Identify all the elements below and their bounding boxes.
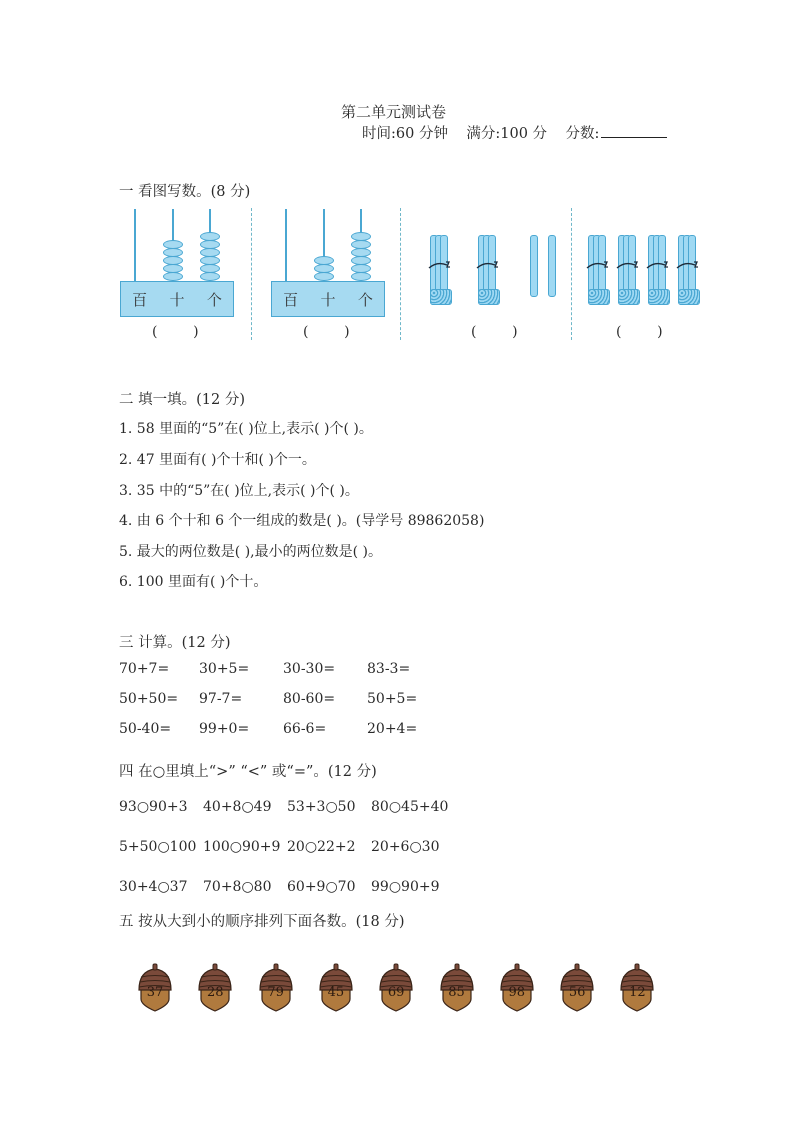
acorn [439,963,475,1013]
calc-problem: 50+50= [119,691,179,707]
exam-meta [362,122,667,143]
abacus-bead [351,272,371,281]
abacus-bead [163,264,183,273]
answer-blank[interactable]: ( ) [303,324,350,340]
fill-item-4: 4. 由 6 个十和 6 个一组成的数是( )。(导学号 89862058) [119,513,485,529]
compare-problem[interactable]: 100○90+9 [203,839,281,855]
compare-problem[interactable]: 93○90+3 [119,799,188,815]
compare-problem[interactable]: 70+8○80 [203,879,272,895]
section1-heading: 一 看图写数。(8 分) [119,184,251,200]
acorn [197,963,233,1013]
abacus-bead [200,256,220,265]
abacus-bead [351,248,371,257]
answer-blank[interactable]: ( ) [616,324,663,340]
abacus-rod [134,209,136,281]
calc-problem: 50+5= [367,691,418,707]
place-label: 十 [169,290,185,309]
score-blank[interactable] [601,123,667,138]
answer-blank[interactable]: ( ) [152,324,199,340]
calc-problem: 70+7= [119,661,170,677]
place-label: 个 [357,290,373,309]
place-label: 个 [206,290,222,309]
acorn-number: 12 [629,985,646,1000]
abacus-bead [200,264,220,273]
abacus-rod [285,209,287,281]
acorn-number: 98 [508,985,526,1000]
acorn [137,963,173,1013]
acorn-number: 56 [568,985,586,1000]
answer-blank[interactable]: ( ) [471,324,518,340]
abacus-bead [163,248,183,257]
compare-problem[interactable]: 5+50○100 [119,839,197,855]
divider-2 [400,208,401,340]
stick-bundle [478,235,496,305]
compare-problem[interactable]: 30+4○37 [119,879,188,895]
acorn-number: 28 [207,985,224,1000]
abacus-bead [200,248,220,257]
stick-bundle [678,235,696,305]
abacus-bead [351,264,371,273]
acorn-number: 69 [387,985,405,1000]
stick-bundle [648,235,666,305]
compare-problem[interactable]: 53+3○50 [287,799,356,815]
calc-problem: 30-30= [283,661,336,677]
time-limit: 时间:60 分钟 [362,126,448,142]
calc-problem: 30+5= [199,661,250,677]
acorn [378,963,414,1013]
section4-heading: 四 在○里填上“>” “<” 或“=”。(12 分) [119,764,377,780]
section5-heading: 五 按从大到小的顺序排列下面各数。(18 分) [119,914,405,930]
abacus-bead [163,256,183,265]
acorn [258,963,294,1013]
acorn [499,963,535,1013]
fill-item-5: 5. 最大的两位数是( ),最小的两位数是( )。 [119,544,383,560]
calc-problem: 99+0= [199,721,250,737]
abacus-bead [200,232,220,241]
abacus-bead [163,240,183,249]
abacus-bead [200,272,220,281]
compare-problem[interactable]: 99○90+9 [371,879,440,895]
single-stick [530,235,538,297]
fill-item-1: 1. 58 里面的“5”在( )位上,表示( )个( )。 [119,421,373,437]
calc-problem: 80-60= [283,691,336,707]
fill-item-3: 3. 35 中的“5”在( )位上,表示( )个( )。 [119,483,359,499]
compare-problem[interactable]: 20○22+2 [287,839,356,855]
acorn [559,963,595,1013]
calc-problem: 20+4= [367,721,418,737]
compare-problem[interactable]: 80○45+40 [371,799,449,815]
acorn-number: 79 [267,985,284,1000]
compare-problem[interactable]: 40+8○49 [203,799,272,815]
calc-problem: 97-7= [199,691,243,707]
calc-problem: 66-6= [283,721,327,737]
section3-heading: 三 计算。(12 分) [119,635,231,651]
single-stick [548,235,556,297]
abacus-bead [351,256,371,265]
acorn-number: 37 [146,985,164,1000]
page-title: 第二单元测试卷 [341,103,447,121]
place-label: 十 [320,290,336,309]
calc-problem: 83-3= [367,661,411,677]
abacus-bead [351,232,371,241]
abacus-bead [314,256,334,265]
stick-bundle [588,235,606,305]
abacus-bead [351,240,371,249]
score-label: 分数: [565,126,600,142]
divider-3 [571,208,572,340]
compare-problem[interactable]: 60+9○70 [287,879,356,895]
abacus-bead [163,272,183,281]
abacus-bead [314,264,334,273]
acorn [619,963,655,1013]
abacus-2 [271,281,385,317]
acorn [318,963,354,1013]
acorn-number: 85 [448,985,465,1000]
abacus-1 [120,281,234,317]
calc-problem: 50-40= [119,721,172,737]
place-label: 百 [132,290,148,309]
abacus-bead [314,272,334,281]
full-score: 满分:100 分 [466,126,548,142]
section2-heading: 二 填一填。(12 分) [119,392,245,408]
abacus-bead [200,240,220,249]
fill-item-2: 2. 47 里面有( )个十和( )个一。 [119,452,316,468]
stick-bundle [430,235,448,305]
fill-item-6: 6. 100 里面有( )个十。 [119,574,268,590]
divider-1 [251,208,252,340]
stick-bundle [618,235,636,305]
compare-problem[interactable]: 20+6○30 [371,839,440,855]
place-label: 百 [283,290,299,309]
acorn-number: 45 [327,985,345,1000]
